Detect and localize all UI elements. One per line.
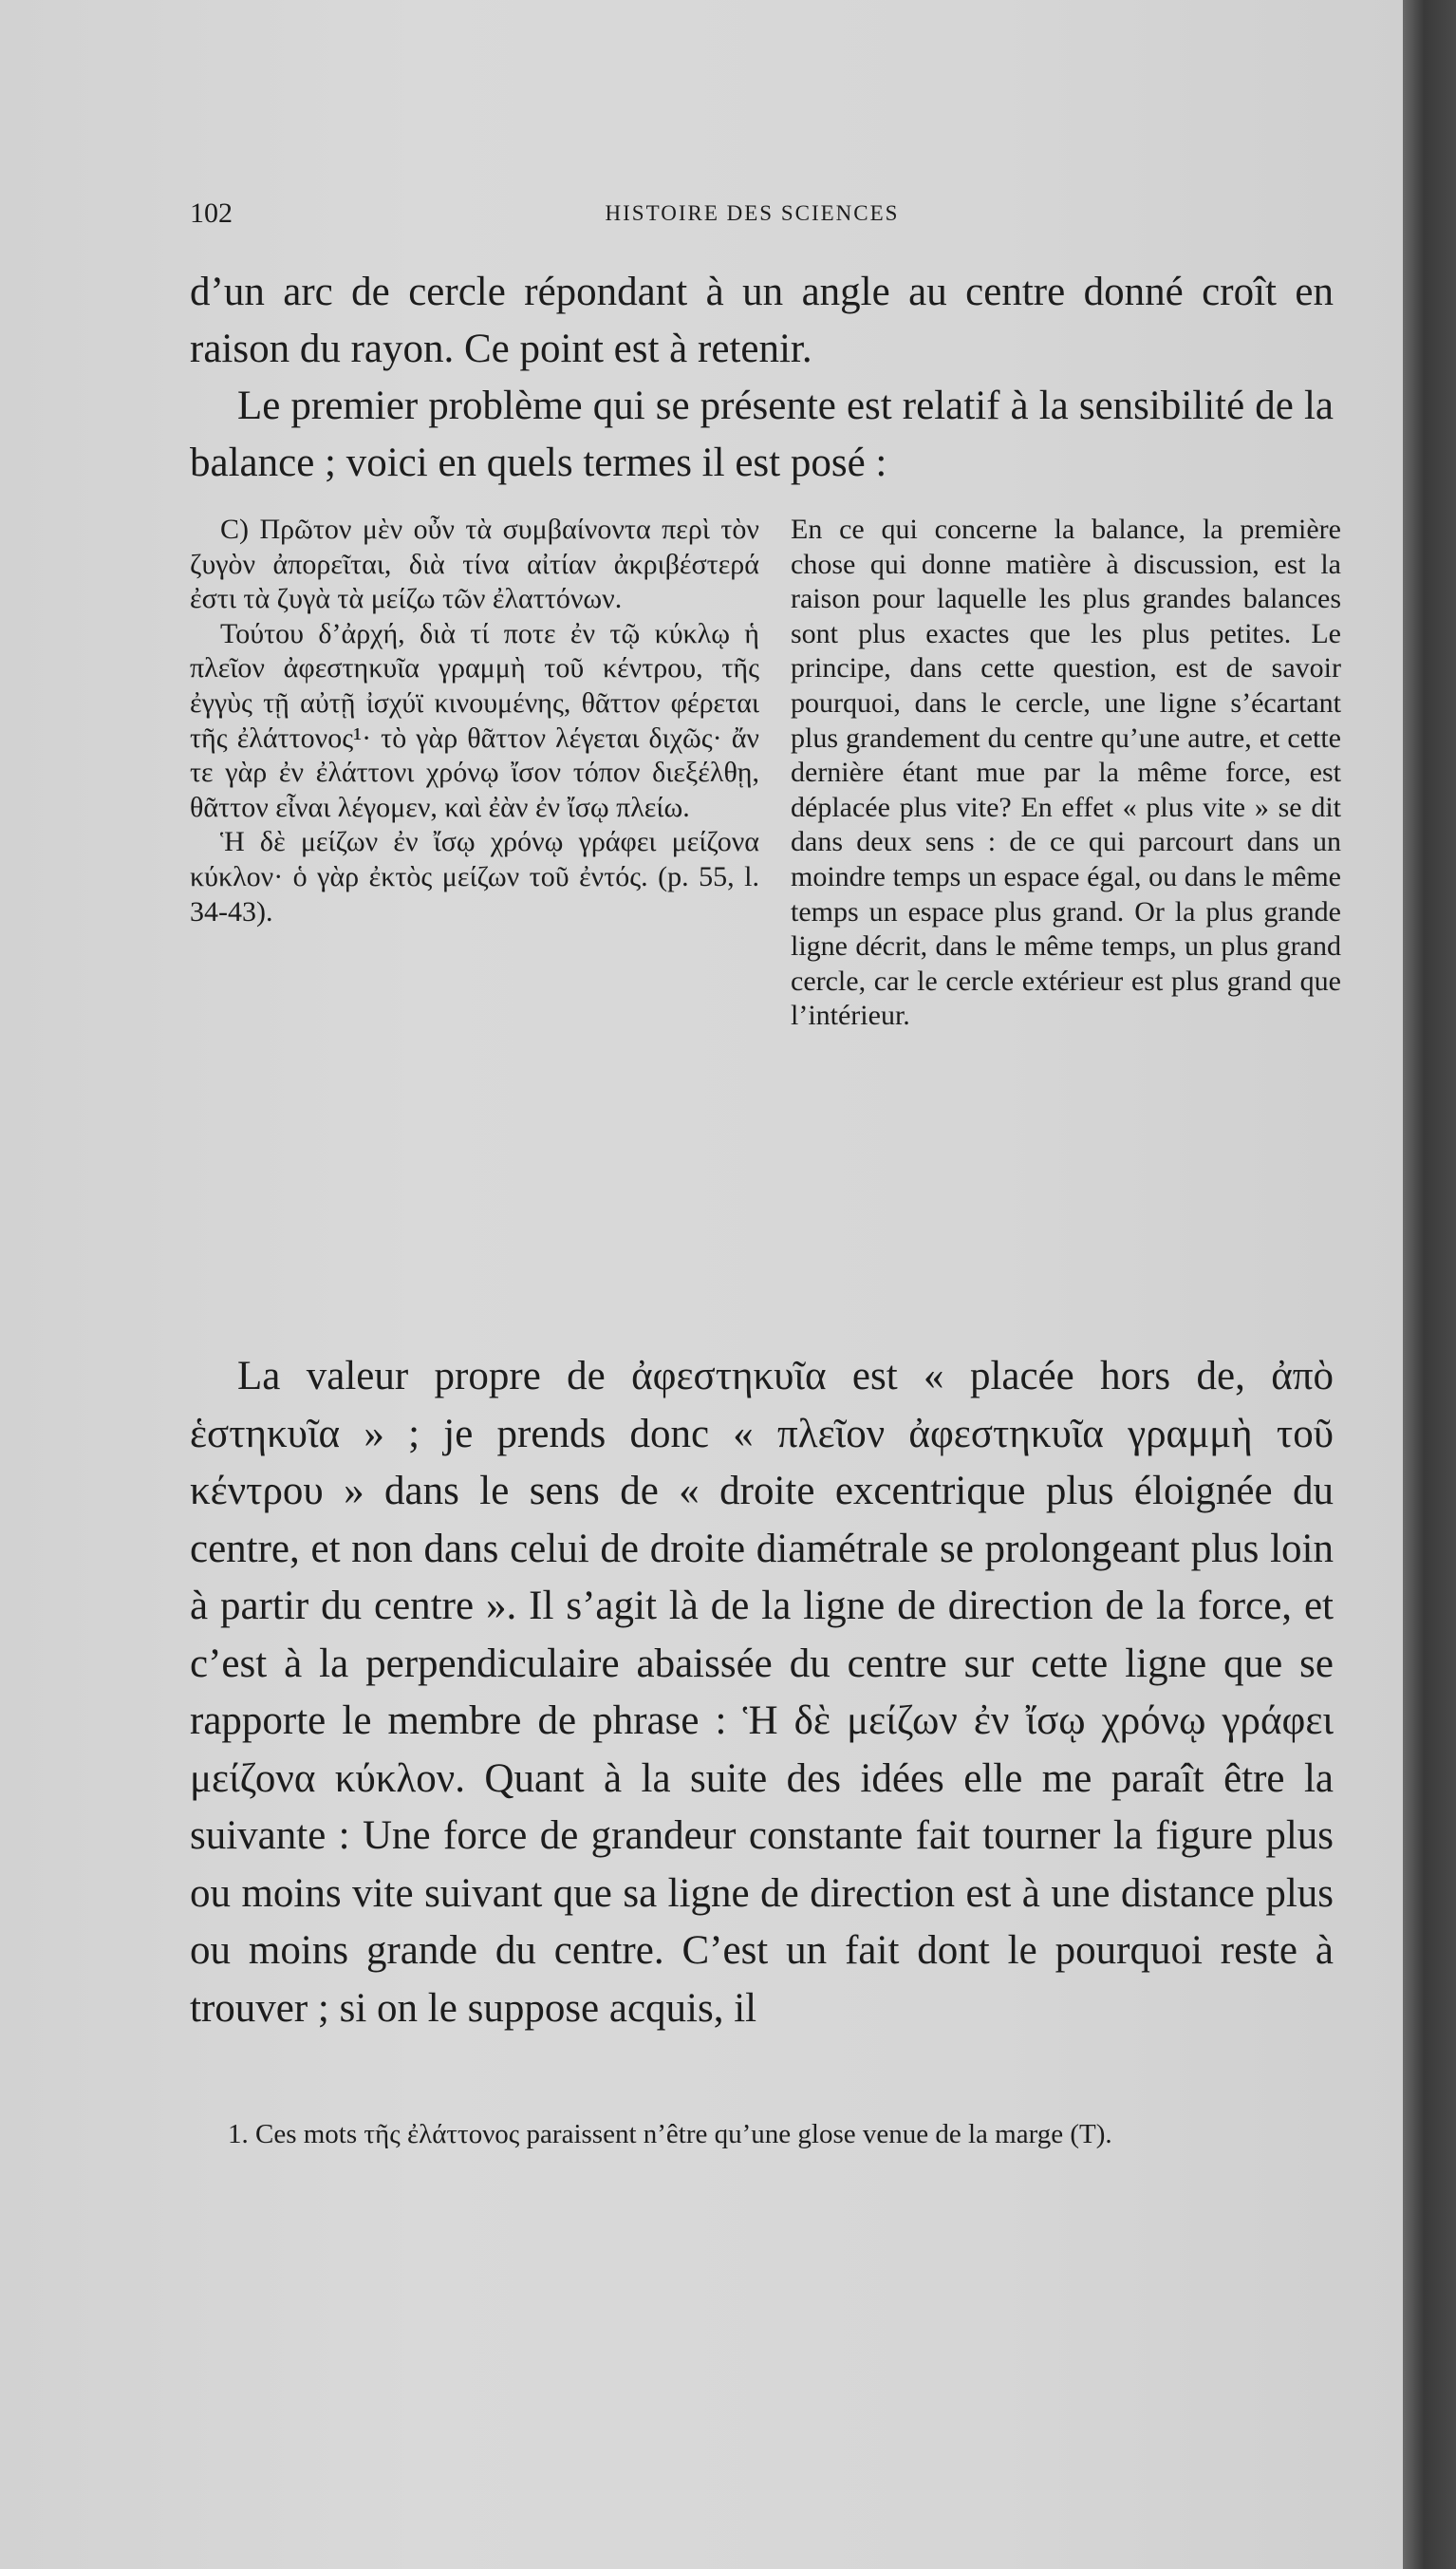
page-edge-shadow: [1403, 0, 1456, 2569]
paragraph-arc-continuation: d’un arc de cercle répondant à un angle au centre donné croît en raison du rayon. Ce point est à retenir.: [190, 270, 1334, 371]
greek-paragraph-3: Ἡ δὲ μείζων ἐν ἴσῳ χρόνῳ γράφει μείζονα κύκλον· ὁ γὰρ ἐκτὸς μείζων τοῦ ἐντός. (p. 55, l. 34-43).: [190, 826, 759, 928]
paragraph-valeur-propre: La valeur propre de ἀφεστηκυῖα est « placée hors de, ἀπὸ ἑστηκυῖα » ; je prends donc « πλεῖον ἀφεστηκυῖα γραμμὴ τοῦ κέντρου » dans le sens de « droite excentrique plus éloignée du centre, et non dans celui de droite diamétrale se prolongeant plus loin à partir du centre ». Il s’agit là de la ligne de direction de la force, et c’est à la perpendiculaire abaissée du centre sur cette ligne que se rapporte le membre de phrase : Ἡ δὲ μείζων ἐν ἴσῳ χρόνῳ γράφει μείζονα κύκλον. Quant à la suite des idées elle me paraît être la suivante : Une force de grandeur constante fait tourner la figure plus ou moins vite suivant que sa ligne de direction est à une distance plus ou moins grande du centre. C’est un fait dont le pourquoi reste à trouver ; si on le suppose acquis, il: [190, 1354, 1334, 2031]
paragraph-first-problem: Le premier problème qui se présente est relatif à la sensibilité de la balance ; voici en quels termes il est posé :: [190, 384, 1334, 485]
greek-paragraph-1: C) Πρῶτον μὲν οὖν τὰ συμβαίνοντα περὶ τὸν ζυγὸν ἀπορεῖται, διὰ τίνα αἰτίαν ἀκριβέστερά ἐστι τὰ ζυγὰ τὰ μείζω τῶν ἐλαττόνων.: [190, 514, 759, 615]
footnote: 1. Ces mots τῆς ἐλάττονος paraissent n’être qu’une glose venue de la marge (T).: [228, 2119, 1112, 2149]
page-number: 102: [190, 197, 233, 229]
french-translation-column: En ce qui concerne la balance, la première chose qui donne matière à discussion, est la raison pour laquelle les plus grandes balances sont plus exactes que les plus petites. Le principe, dans cette question, est de savoir pourquoi, dans le cercle, une ligne s’écartant plus grandement du centre qu’une autre, et cette dernière étant mue par la même force, est déplacée plus vite? En effet « plus vite » se dit dans deux sens : de ce qui parcourt dans un moindre temps un espace égal, ou dans le même temps un espace plus grand. Or la plus grande ligne décrit, dans le même temps, un plus grand cercle, car le cercle extérieur est plus grand que l’intérieur.: [791, 514, 1341, 1032]
page-header: [190, 197, 1315, 235]
running-title: HISTOIRE DES SCIENCES: [605, 201, 900, 225]
greek-paragraph-2: Τούτου δ’ἀρχή, διὰ τί ποτε ἐν τῷ κύκλῳ ἡ πλεῖον ἀφεστηκυῖα γραμμὴ τοῦ κέντρου, τῆς ἐγγὺς τῇ αὐτῇ ἰσχύϊ κινουμένης, θᾶττον φέρεται τῆς ἐλάττονος¹· τὸ γὰρ θᾶττον λέγεται διχῶς· ἄν τε γὰρ ἐν ἐλάττονι χρόνῳ ἴσον τόπον διεξέλθῃ, θᾶττον εἶναι λέγομεν, καὶ ἐὰν ἐν ἴσῳ πλείω.: [190, 617, 759, 823]
greek-text-column: [190, 513, 759, 929]
